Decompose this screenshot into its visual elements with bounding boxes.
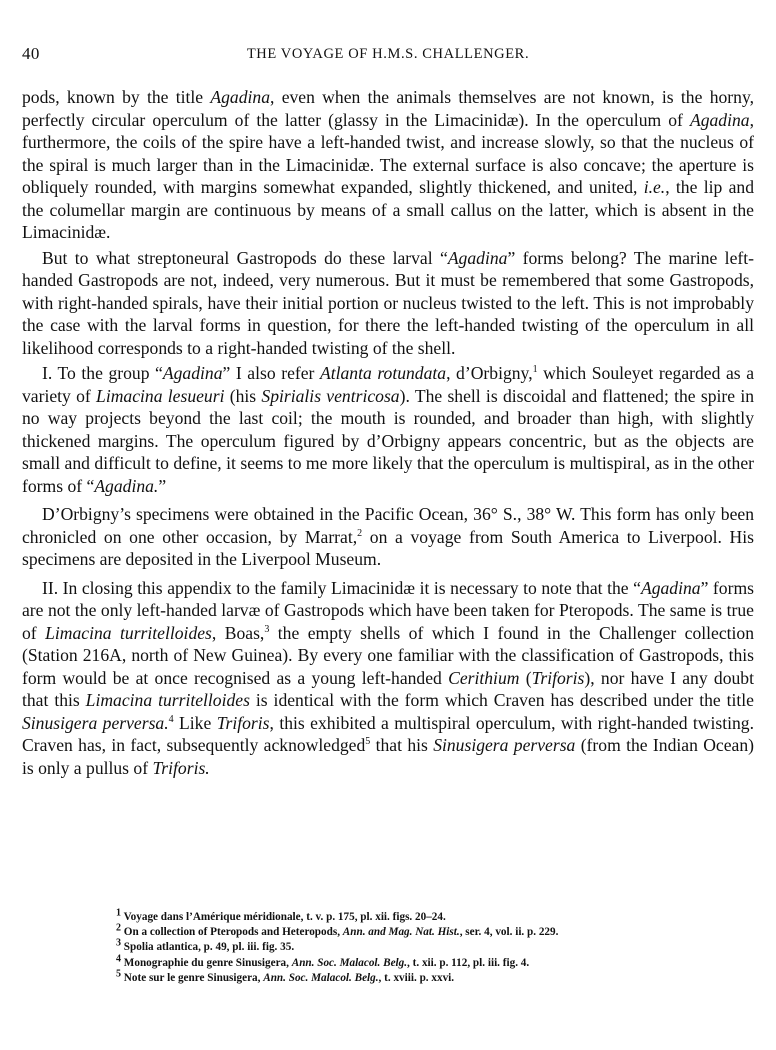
paragraph-dorbigny-specimens: D’Orbigny’s specimens were obtained in the Pacific Ocean, 36° S., 38° W. This form has only been chronicled on one other occasion, by Marrat,$^2$ on a voyage from South America to Liverpool. His specimens are deposited in the Liverpool Museum. [22,504,754,569]
paragraph-streptoneural-gastropods: But to what streptoneural Gastropods do these larval “Agadina” forms belong? The marine left-handed Gastropods are not, indeed, very numerous. But it must be remembered that some Gastropods, with right-handed spirals, have their initial portion or nucleus twisted to the left. This is not improbably the case with the larval forms in question, for there the left-handed twisting of the operculum in all likelihood corresponds to a right-handed twisting of the shell. [22,247,754,358]
footnote-1: $^1$ Voyage dans l’Amérique méridionale, t. v. p. 175, pl. xii. figs. 20–24. [116,907,446,923]
paragraph-limacina-turritelloides: II. In closing this appendix to the family Limacinidæ it is necessary to note that the “Agadina” forms are not the only left-handed larvæ of Gastropods which have been taken for Pteropods. The same is true of Limacina turritelloides, Boas,$^3$ the empty shells of which I found in the Challenger collection (Station 216A, north of New Guinea). By every one familiar with the classification of Gastropods, this form would be at once recognised as a young left-handed Cerithium (Triforis), nor have I any doubt that this Limacina turritelloides is identical with the form which Craven has described under the title Sinusigera perversa.$^4$ Like Triforis, this exhibited a multispiral operculum, with right-handed twisting. Craven has, in fact, subsequently acknowledged$^5$ that his Sinusigera perversa (from the Indian Ocean) is only a pullus of Triforis. [22,577,755,778]
paragraph-agadina-operculum: pods, known by the title Agadina, even when the animals themselves are not known, is the horny, perfectly circular operculum of the latter (glassy in the Limacinidæ). In the operculum of Agadina, furthermore, the coils of the spire have a left-handed twist, and increase slowly, so that the nucleus of the spiral is much larger than in the Limacinidæ. The external surface is also concave; the aperture is obliquely rounded, with margins somewhat expanded, slightly thickened, and united, i.e., the lip and the columellar margin are continuous by means of a small callus on the latter, which is absent in the Limacinidæ. [22,87,754,242]
footnote-5: $^5$ Note sur le genre Sinusigera, Ann. Soc. Malacol. Belg., t. xviii. p. xxvi. [116,968,455,984]
footnote-ref-4: 4 [168,713,174,725]
page-number: 40 [22,44,40,63]
footnote-3: $^3$ Spolia atlantica, p. 49, pl. iii. fig. 35. [116,937,295,954]
footnote-ref-1: 1 [532,364,538,376]
footnote-ref-2: 2 [357,527,363,539]
footnote-4: $^4$ Monographie du genre Sinusigera, Ann. Soc. Malacol. Belg., t. xii. p. 112, pl. iii. fig. 4. [116,952,530,969]
footnote-2: $^2$ On a collection of Pteropods and Heteropods, Ann. and Mag. Nat. Hist., ser. 4, vol. ii. p. 229. [116,922,559,939]
footnote-ref-3: 3 [264,623,270,635]
footnote-ref-5: 5 [365,736,371,748]
footnotes [116,907,756,986]
paragraph-atlanta-rotundata: I. To the group “Agadina” I also refer Atlanta rotundata, d’Orbigny,$^1$ which Souleyet regarded as a variety of Limacina lesueuri (his Spirialis ventricosa). The shell is discoidal and flattened; the spire in no way projects beyond the last coil; the mouth is rounded, and broader than high, with slightly thickened margins. The operculum figured by d’Orbigny appears concentric, but as the objects are small and difficult to define, it seems to me more likely that the operculum is multispiral, as in the other forms of “Agadina.” [22,363,755,496]
body-text [22,86,754,782]
running-title: THE VOYAGE OF H.M.S. CHALLENGER. [246,46,530,62]
running-head [22,44,754,66]
